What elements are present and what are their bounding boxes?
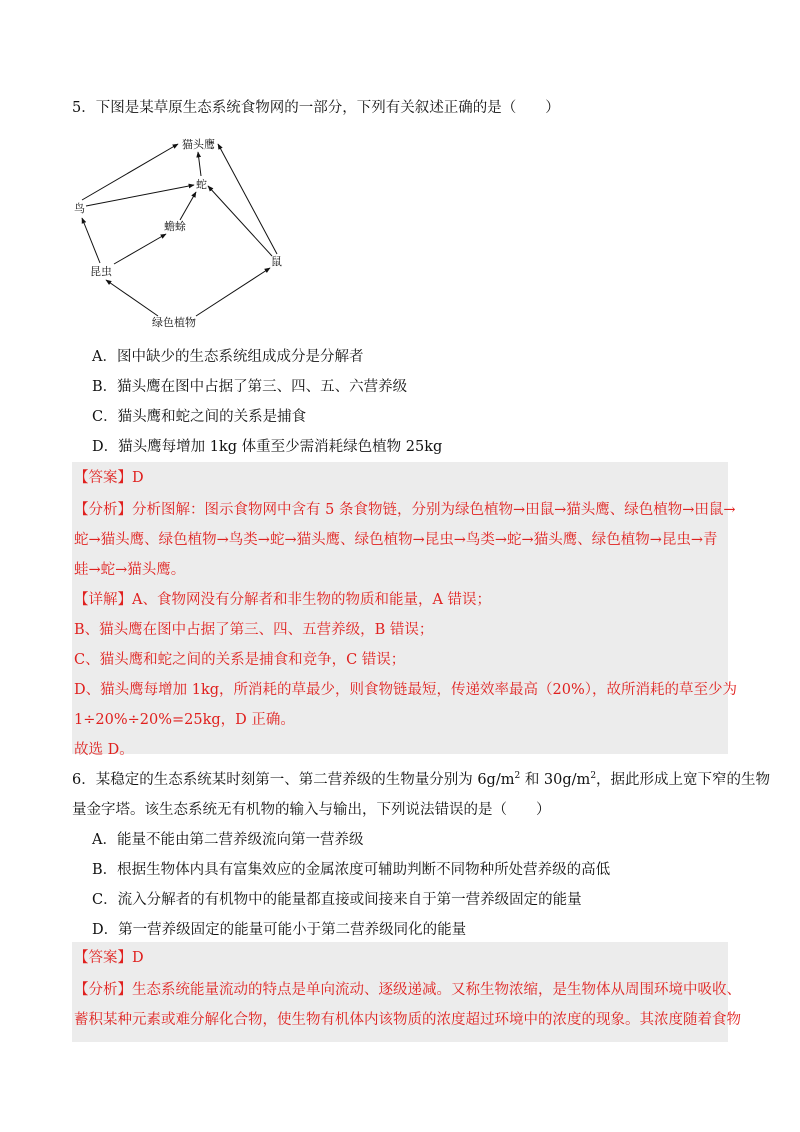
answer-value: D [132, 470, 144, 486]
edge-snake-owl [198, 152, 201, 176]
question-6-stem-line-2: 量金字塔。该生态系统无有机物的输入与输出，下列说法错误的是（ ） [72, 802, 551, 818]
node-toad: 蟾蜍 [164, 220, 186, 233]
node-snake: 蛇 [196, 178, 207, 191]
edge-plant-insect [106, 280, 158, 316]
superscript: 2 [590, 771, 597, 782]
q6-option-d: D．第一营养级固定的能量可能小于第二营养级同化的能量 [92, 922, 467, 938]
edge-bird-owl [82, 144, 178, 200]
analysis-tag: 【分析】 [74, 502, 132, 518]
q5-detail-line-2: B、猫头鹰在图中占据了第三、四、五营养级，B 错误； [74, 622, 434, 638]
q5-analysis-line-1 [74, 500, 736, 520]
edge-mouse-owl [218, 144, 277, 254]
q5-analysis-line-3: 蛙→蛇→猫头鹰。 [74, 562, 186, 578]
q5-detail-line-4: D、猫头鹰每增加 1kg，所消耗的草最少，则食物链最短，传递效率最高（20%），故所消耗的草至少为 [74, 682, 738, 698]
q6-stem-part-3: ，据此形成上宽下窄的生物 [596, 772, 771, 788]
answer-tag: 【答案】 [74, 950, 132, 966]
q5-option-d: D．猫头鹰每增加 1kg 体重至少需消耗绿色植物 25kg [92, 439, 443, 455]
question-5-stem: 5．下图是某草原生态系统食物网的一部分，下列有关叙述正确的是（ ） [72, 100, 560, 116]
superscript: 2 [514, 771, 521, 782]
node-owl: 猫头鹰 [182, 138, 215, 151]
answer-tag: 【答案】 [74, 470, 132, 486]
q6-option-c: C．流入分解者的有机物中的能量都直接或间接来自于第一营养级固定的能量 [92, 892, 582, 908]
q6-analysis-line-1 [74, 980, 741, 1000]
q5-detail-line-3: C、猫头鹰和蛇之间的关系是捕食和竞争，C 错误； [74, 652, 406, 668]
node-plant: 绿色植物 [152, 316, 196, 329]
detail-tag: 【详解】 [74, 592, 132, 608]
q6-stem-part-2: 和 30g/m [520, 772, 591, 788]
food-web-diagram [72, 130, 312, 335]
analysis-text: 分析图解：图示食物网中含有 5 条食物链，分别为绿色植物→田鼠→猫头鹰、绿色植物→田鼠→ [132, 502, 736, 518]
edge-plant-mouse [196, 268, 270, 316]
q6-analysis-line-2: 蓄积某种元素或难分解化合物，使生物有机体内该物质的浓度超过环境中的浓度的现象。其浓度随着食物 [74, 1012, 741, 1028]
node-mouse: 鼠 [271, 255, 282, 268]
q5-detail-line-6: 故选 D。 [74, 742, 134, 758]
q5-option-b: B．猫头鹰在图中占据了第三、四、五、六营养级 [92, 379, 408, 395]
q5-option-c: C．猫头鹰和蛇之间的关系是捕食 [92, 409, 307, 425]
edge-toad-snake [180, 192, 196, 220]
q5-option-a: A．图中缺少的生态系统组成成分是分解者 [92, 349, 364, 365]
analysis-tag: 【分析】 [74, 982, 132, 998]
node-bird: 鸟 [74, 202, 85, 215]
q5-analysis-line-2: 蛇→猫头鹰、绿色植物→鸟类→蛇→猫头鹰、绿色植物→昆虫→鸟类→蛇→猫头鹰、绿色植物→昆虫→青 [74, 532, 718, 548]
analysis-text: 生态系统能量流动的特点是单向流动、逐级递减。又称生物浓缩，是生物体从周围环境中吸收、 [132, 982, 741, 998]
edge-mouse-snake [208, 186, 272, 256]
question-6-stem-line-1 [72, 770, 770, 790]
q6-stem-part-1: 6．某稳定的生态系统某时刻第一、第二营养级的生物量分别为 6g/m [72, 772, 515, 788]
edge-insect-bird [82, 218, 100, 263]
answer-value: D [132, 950, 144, 966]
edge-insect-toad [114, 234, 166, 264]
q5-detail-line-5: 1÷20%÷20%=25kg，D 正确。 [74, 712, 295, 728]
node-insect: 昆虫 [90, 265, 112, 278]
q6-option-a: A．能量不能由第二营养级流向第一营养级 [92, 832, 364, 848]
q6-option-b: B．根据生物体内具有富集效应的金属浓度可辅助判断不同物种所处营养级的高低 [92, 862, 611, 878]
q5-detail-line-1 [74, 590, 491, 610]
q6-answer [74, 948, 144, 968]
detail-text: A、食物网没有分解者和非生物的物质和能量，A 错误； [132, 592, 492, 608]
q5-answer [74, 468, 144, 488]
